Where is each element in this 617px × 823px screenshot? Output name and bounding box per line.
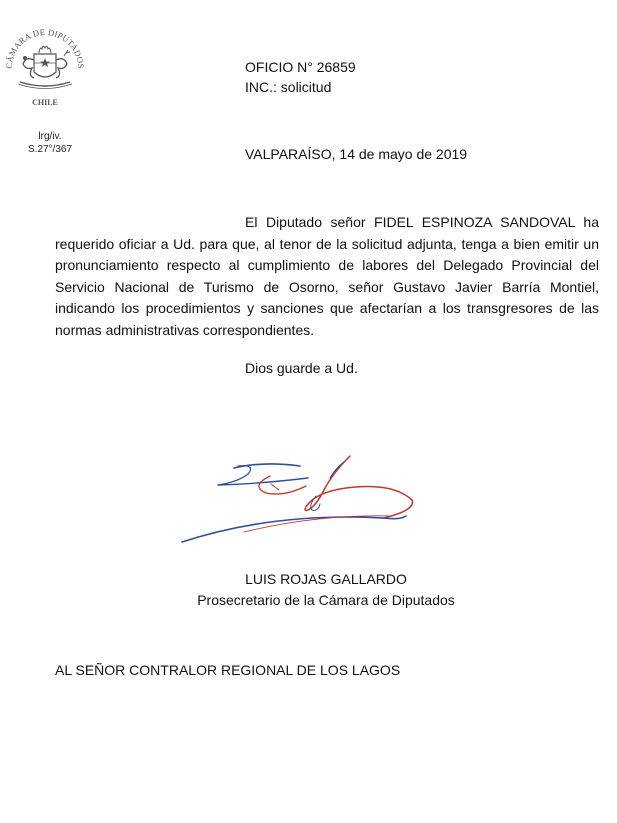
body-paragraph: El Diputado señor FIDEL ESPINOZA SANDOVAL ha requerido oficiar a Ud. para que, al tenor de la solicitud adjunta, tenga a bien emitir un pronunciamiento respecto al cumplimiento de labores del Delegado Provincial del Servicio Nacional de Turismo de Osorno, señor Gustavo Javier Barría Montiel, indicando los procedimientos y sanciones que afectarían a los transgresores de las normas administrativas correspondientes. xyxy=(55,214,599,338)
place-date: VALPARAÍSO, 14 de mayo de 2019 xyxy=(245,146,468,162)
closing-salutation: Dios guarde a Ud. xyxy=(245,360,358,376)
inc-line: INC.: solicitud xyxy=(245,79,332,95)
signer-title: Prosecretario de la Cámara de Diputados xyxy=(197,592,455,608)
chamber-seal-logo xyxy=(4,16,86,108)
signer-name: LUIS ROJAS GALLARDO xyxy=(245,571,407,587)
reference-code: S.27°/367 xyxy=(27,144,73,155)
oficio-number: OFICIO N° 26859 xyxy=(245,59,356,75)
reference-initials: lrg/iv. xyxy=(38,131,62,142)
handwritten-signature xyxy=(178,452,423,547)
signature-strokes xyxy=(178,452,423,547)
chamber-seal-graphic xyxy=(4,16,86,108)
seal-country-text: CHILE xyxy=(32,98,58,107)
svg-text:CÁMARA DE DIPUTADOS: CÁMARA DE DIPUTADOS xyxy=(4,26,86,69)
recipient-line: AL SEÑOR CONTRALOR REGIONAL DE LOS LAGOS xyxy=(55,662,401,678)
